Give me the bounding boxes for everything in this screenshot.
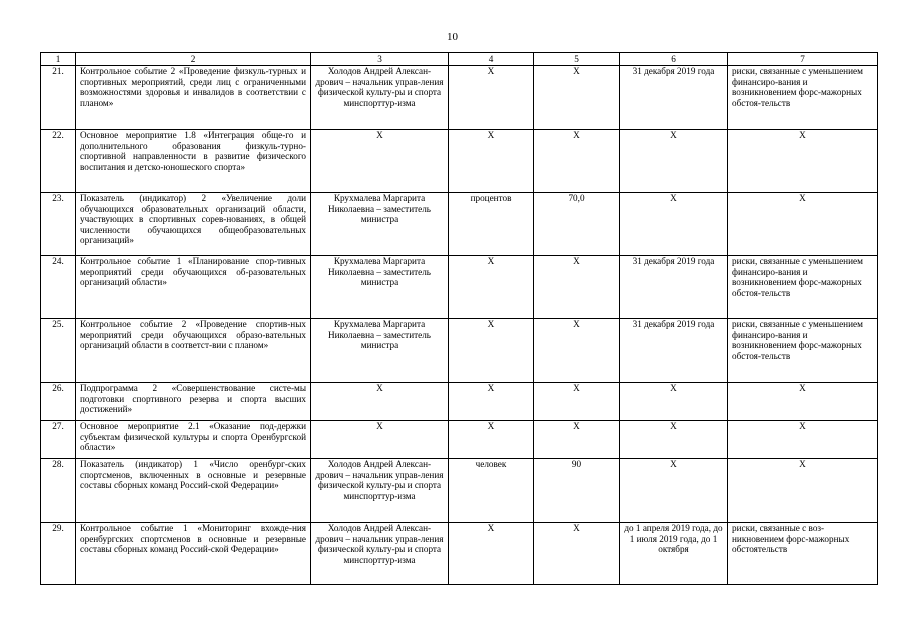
risks: Х bbox=[728, 421, 878, 459]
responsible: Х bbox=[311, 421, 449, 459]
unit: Х bbox=[449, 523, 534, 585]
row-number: 26. bbox=[41, 383, 76, 421]
value: Х bbox=[534, 421, 620, 459]
value: Х bbox=[534, 256, 620, 319]
row-number: 22. bbox=[41, 130, 76, 193]
value: Х bbox=[534, 66, 620, 130]
responsible: Холодов Андрей Алексан-дрович – начальник управ-ления физической культу-ры и спорта минспорттур-изма bbox=[311, 459, 449, 523]
unit: Х bbox=[449, 66, 534, 130]
measure-name: Основное мероприятие 1.8 «Интеграция обще-го и дополнительного образования физкуль-турно-спортивной направленности в развитие физического воспитания и детско-юношеского спорта» bbox=[76, 130, 311, 193]
deadline: Х bbox=[620, 383, 728, 421]
risks: Х bbox=[728, 383, 878, 421]
responsible: Холодов Андрей Алексан-дрович – начальник управ-ления физической культу-ры и спорта минспорттур-изма bbox=[311, 523, 449, 585]
value: Х bbox=[534, 130, 620, 193]
row-number: 29. bbox=[41, 523, 76, 585]
deadline: 31 декабря 2019 года bbox=[620, 256, 728, 319]
risks: Х bbox=[728, 130, 878, 193]
header-cell: 7 bbox=[728, 53, 878, 66]
unit: Х bbox=[449, 421, 534, 459]
unit: Х bbox=[449, 130, 534, 193]
risks: Х bbox=[728, 193, 878, 256]
deadline: до 1 апреля 2019 года, до 1 июля 2019 года, до 1 октября bbox=[620, 523, 728, 585]
program-table bbox=[40, 52, 878, 585]
row-number: 27. bbox=[41, 421, 76, 459]
measure-name: Основное мероприятие 2.1 «Оказание под-держки субъектам физической культуры и спорта Оренбургской области» bbox=[76, 421, 311, 459]
table-row bbox=[41, 319, 878, 383]
responsible: Крухмалева Маргарита Николаевна – заместитель министра bbox=[311, 256, 449, 319]
table-row bbox=[41, 383, 878, 421]
measure-name: Подпрограмма 2 «Совершенствование систе-мы подготовки спортивного резерва и спорта высших достижений» bbox=[76, 383, 311, 421]
measure-name: Контрольное событие 1 «Мониторинг вхожде-ния оренбургских спортсменов в основные и резервные составы сборных команд Россий-ской Федерации» bbox=[76, 523, 311, 585]
value: 90 bbox=[534, 459, 620, 523]
responsible: Х bbox=[311, 130, 449, 193]
measure-name: Показатель (индикатор) 2 «Увеличение доли обучающихся образовательных организаций области, участвующих в спортивных сорев-нованиях, в общей численности обучающихся общеобразовательных организаций» bbox=[76, 193, 311, 256]
deadline: Х bbox=[620, 421, 728, 459]
header-cell: 5 bbox=[534, 53, 620, 66]
header-cell: 2 bbox=[76, 53, 311, 66]
responsible: Крухмалева Маргарита Николаевна – заместитель министра bbox=[311, 319, 449, 383]
unit: Х bbox=[449, 319, 534, 383]
row-number: 28. bbox=[41, 459, 76, 523]
table-row bbox=[41, 193, 878, 256]
header-row bbox=[41, 53, 878, 66]
deadline: 31 декабря 2019 года bbox=[620, 319, 728, 383]
table-row bbox=[41, 523, 878, 585]
table-row bbox=[41, 66, 878, 130]
table-row bbox=[41, 256, 878, 319]
table-row bbox=[41, 130, 878, 193]
page-number: 10 bbox=[447, 31, 458, 43]
row-number: 21. bbox=[41, 66, 76, 130]
deadline: Х bbox=[620, 459, 728, 523]
responsible: Холодов Андрей Алексан-дрович – начальник управ-ления физической культу-ры и спорта минспорттур-изма bbox=[311, 66, 449, 130]
responsible: Х bbox=[311, 383, 449, 421]
unit: Х bbox=[449, 256, 534, 319]
value: Х bbox=[534, 383, 620, 421]
row-number: 24. bbox=[41, 256, 76, 319]
value: Х bbox=[534, 319, 620, 383]
measure-name: Контрольное событие 2 «Проведение физкуль-турных и спортивных мероприятий, среди лиц с ограниченными возможностями здоровья и инвалидов в соответствии с планом» bbox=[76, 66, 311, 130]
value: 70,0 bbox=[534, 193, 620, 256]
header-cell: 4 bbox=[449, 53, 534, 66]
unit: процентов bbox=[449, 193, 534, 256]
measure-name: Контрольное событие 1 «Планирование спор-тивных мероприятий среди обучающихся об-разовательных организаций области» bbox=[76, 256, 311, 319]
deadline: Х bbox=[620, 130, 728, 193]
row-number: 25. bbox=[41, 319, 76, 383]
header-cell: 6 bbox=[620, 53, 728, 66]
deadline: Х bbox=[620, 193, 728, 256]
table-row bbox=[41, 421, 878, 459]
unit: человек bbox=[449, 459, 534, 523]
row-number: 23. bbox=[41, 193, 76, 256]
value: Х bbox=[534, 523, 620, 585]
risks: риски, связанные с уменьшением финансиро-вания и возникновением форс-мажорных обстоя-тельств bbox=[728, 66, 878, 130]
measure-name: Показатель (индикатор) 1 «Число оренбург-ских спортсменов, включенных в основные и резервные составы сборных команд Россий-ской Федерации» bbox=[76, 459, 311, 523]
header-cell: 3 bbox=[311, 53, 449, 66]
table-row bbox=[41, 459, 878, 523]
risks: риски, связанные с уменьшением финансиро-вания и возникновением форс-мажорных обстоя-тельств bbox=[728, 256, 878, 319]
measure-name: Контрольное событие 2 «Проведение спортив-ных мероприятий среди обучающихся образо-вательных организаций области в соответст-вии с планом» bbox=[76, 319, 311, 383]
unit: Х bbox=[449, 383, 534, 421]
risks: Х bbox=[728, 459, 878, 523]
deadline: 31 декабря 2019 года bbox=[620, 66, 728, 130]
risks: риски, связанные с воз-никновением форс-мажорных обстоятельств bbox=[728, 523, 878, 585]
responsible: Крухмалева Маргарита Николаевна – заместитель министра bbox=[311, 193, 449, 256]
risks: риски, связанные с уменьшением финансиро-вания и возникновением форс-мажорных обстоя-тельств bbox=[728, 319, 878, 383]
header-cell: 1 bbox=[41, 53, 76, 66]
